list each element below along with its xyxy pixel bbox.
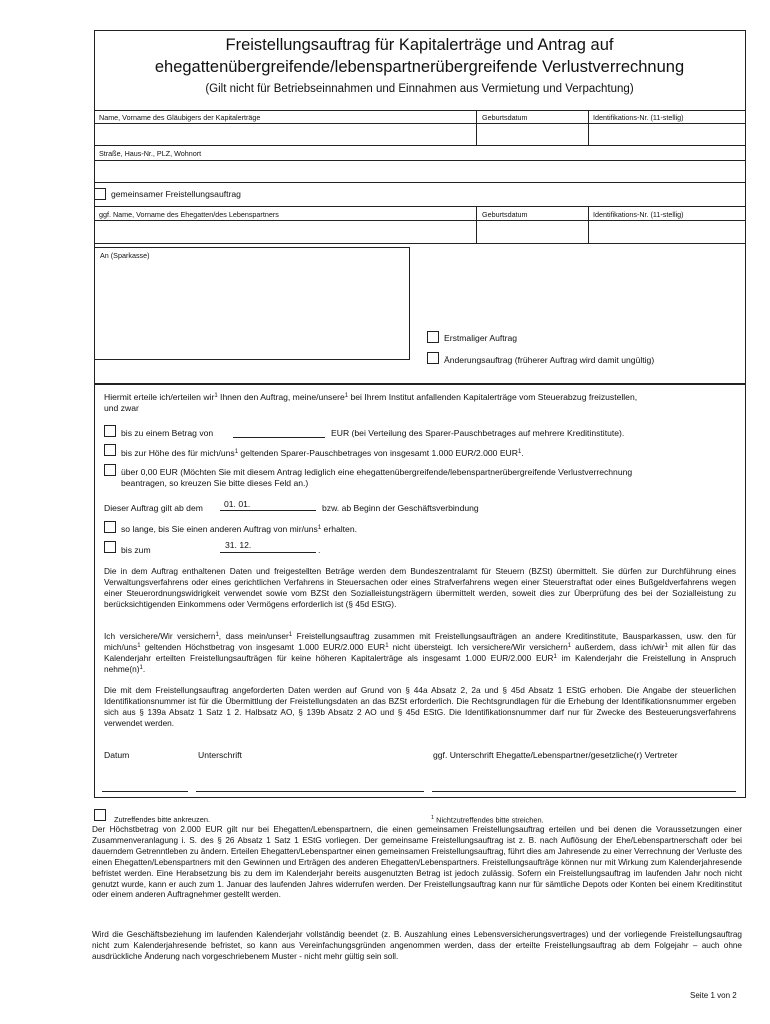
recipient-box[interactable] xyxy=(94,247,410,360)
spouse-name-label: ggf. Name, Vorname des Ehegatten/des Lebenspartners xyxy=(99,210,279,219)
first-order-label: Erstmaliger Auftrag xyxy=(444,333,518,343)
valid-from-line xyxy=(220,510,316,511)
address-field[interactable] xyxy=(95,161,745,181)
info-paragraph-3: Die mit dem Freistellungsauftrag angeforderten Daten werden auf Grund von § 44a Absatz 2, 2a und § 45d Absatz 1 EStG erhoben. Die Angabe der steuerlichen Identifikationsnummer ist für die Übermittlung der Freistellungsdaten an das BZSt erforderlich. Die Rechtsgrundlagen für die Erhebung der Identifikationsnummer ergeben sich aus § 139a Absatz 1 Satz 1 2. Halbsatz AO, § 139b Absatz 2 AO und § 45d EStG. Die Identifikationsnummer darf nur für Zwecke des Besteuerungsverfahrens verwendet werden. xyxy=(104,685,736,729)
creditor-name-label: Name, Vorname des Gläubigers der Kapitalerträge xyxy=(99,113,261,122)
other-signature-line[interactable] xyxy=(432,791,736,792)
date-label: Datum xyxy=(104,750,130,760)
spouse-birth-label: Geburtsdatum xyxy=(482,210,528,219)
form-title-line2: ehegattenübergreifende/lebenspartnerübergreifende Verlustverrechnung xyxy=(154,58,685,76)
order-intro: Hiermit erteile ich/erteilen wir$^1$ Ihnen den Auftrag, meine/unsere$^1$ bei Ihrem Institut anfallenden Kapitalerträge vom Steuerabzug freizustellen, und zwar xyxy=(104,392,638,414)
spouse-birth-field[interactable] xyxy=(477,221,587,242)
amount-option-label: bis zu einem Betrag von xyxy=(121,428,214,438)
amount-option-checkbox[interactable] xyxy=(104,425,116,437)
valid-from-suffix: bzw. ab Beginn der Geschäftsverbindung xyxy=(322,503,479,513)
divider xyxy=(94,243,746,244)
until-date-dot: . xyxy=(318,545,321,555)
until-date-checkbox[interactable] xyxy=(104,541,116,553)
change-order-checkbox[interactable] xyxy=(427,352,439,364)
until-revoked-checkbox[interactable] xyxy=(104,521,116,533)
amount-option-suffix: EUR (bei Verteilung des Sparer-Pauschbetrages auf mehrere Kreditinstitute). xyxy=(331,428,625,438)
form-title-line1: Freistellungsauftrag für Kapitalerträge und Antrag auf xyxy=(225,36,614,54)
joint-order-checkbox[interactable] xyxy=(94,188,106,200)
divider xyxy=(94,110,746,111)
valid-from-label: Dieser Auftrag gilt ab dem xyxy=(104,503,203,513)
zero-amount-label: über 0,00 EUR (Möchten Sie mit diesem Antrag lediglich eine ehegattenübergreifende/lebenspartnerübergreifende Verlustverrechnung beantragen, so kreuzen Sie bitte dieses Feld an.) xyxy=(121,467,633,489)
info-paragraph-2: Ich versichere/Wir versichern$^1$, dass mein/unser$^1$ Freistellungsauftrag zusammen mit Freistellungsaufträgen an andere Kreditinstitute, Bausparkassen, usw. den für mich/uns$^1$ geltenden Höchstbetrag von insgesamt 1.000 EUR/2.000 EUR$^1$ nicht übersteigt. Ich versichere/Wir versichern$^1$ außerdem, dass ich/wir$^1$ mit allen für das Kalenderjahr erteilten Freistellungsaufträgen für keine höheren Kapitalerträge als insgesamt 1.000 EUR/2.000 EUR$^1$ im Kalenderjahr die Freistellung in Anspruch $nehme(n)^1$. xyxy=(104,631,737,675)
info-paragraph-1: Die in dem Auftrag enthaltenen Daten und freigestellten Beträge werden dem Bundeszentralamt für Steuern (BZSt) übermittelt. Sie dürfen zur Durchführung eines Verwaltungsverfahrens oder eines gerichtlichen Verfahrens in Steuersachen oder eines Strafverfahrens wegen einer Steuerstraftat oder eines Bußgeldverfahrens wegen einer Steuerordnungswidrigkeit verwendet sowie vom BZSt den Sozialleistungsträgern übermittelt werden, soweit dies zur Überprüfung des bei der Sozialleistung zu berücksichtigenden Einkommens oder Vermögens erforderlich ist (§ 45d EStG). xyxy=(104,566,736,610)
signature-label: Unterschrift xyxy=(198,750,242,760)
footnote-paragraph-2: Wird die Geschäftsbeziehung im laufenden Kalenderjahr vollständig beendet (z. B. Auszahlung eines Lebensversicherungsvertrages) und der vorliegende Freistellungsauftrag nicht zum Kalenderjahresende befristet, so kann aus Vereinfachungsgründen angenommen werden, dass der erteilte Freistellungsauftrag ab dem Folgejahr – auch ohne ausdrückliche Änderung nach vorgeschriebenem Muster - nicht mehr gültig sein soll. xyxy=(92,930,742,961)
full-allowance-label: bis zur Höhe des für mich/uns$^1$ geltenden Sparer-Pauschbetrages von insgesamt 1.000 EUR/2.000 EUR$^1$. xyxy=(121,448,524,458)
address-label: Straße, Haus-Nr., PLZ, Wohnort xyxy=(99,149,202,158)
other-signature-label: ggf. Unterschrift Ehegatte/Lebenspartner/gesetzliche(r) Vertreter xyxy=(433,750,678,760)
until-date-label: bis zum xyxy=(121,545,151,555)
valid-from-value[interactable]: 01. 01. xyxy=(224,499,251,509)
until-date-value[interactable]: 31. 12. xyxy=(225,540,252,550)
amount-input-line[interactable] xyxy=(233,437,325,438)
tick-legend-label: Zutreffendes bitte ankreuzen. xyxy=(114,815,211,824)
until-date-line xyxy=(220,552,316,553)
spouse-name-field[interactable] xyxy=(95,221,475,242)
first-order-checkbox[interactable] xyxy=(427,331,439,343)
page-number: Seite 1 von 2 xyxy=(690,991,737,1000)
divider xyxy=(94,145,746,146)
full-allowance-checkbox[interactable] xyxy=(104,444,116,456)
joint-order-label: gemeinsamer Freistellungsauftrag xyxy=(111,189,241,199)
zero-amount-checkbox[interactable] xyxy=(104,464,116,476)
creditor-id-field[interactable] xyxy=(589,124,745,144)
footnote-paragraph-1: Der Höchstbetrag von 2.000 EUR gilt nur bei Ehegatten/Lebenspartnern, die einen gemeinsamen Freistellungsauftrag erteilen und bei denen die Voraussetzungen einer Zusammenveranlagung i. S. des § 26 Absatz 1 Satz 1 EStG vorliegen. Der gemeinsame Freistellungsauftrag ist z. B. nach Auflösung der Ehe/Lebenspartnerschaft oder bei dauerndem Getrenntleben zu ändern. Erteilen Ehegatten/Lebenspartner einen gemeinsamen Freistellungsauftrag, führt dies am Jahresende zu einer Verrechnung der Verluste des einen Ehegatten/Lebenspartners mit den Gewinnen und Erträgen des anderen Ehegatten/Lebenspartners. Freistellungsaufträge können nur mit Wirkung zum Kalenderjahresende befristet werden. Eine Herabsetzung bis zu dem im Kalenderjahr bereits ausgenutzten Betrag ist jedoch zulässig. Sofern ein Freistellungsauftrag im laufenden Jahr noch nicht genutzt wurde, kann er auch zum 1. Januar des laufenden Jahres widerrufen werden. Der Freistellungsauftrag kann nur für sämtliche Depots oder Konten bei einem Kreditinstitut oder einem anderen Auftragnehmer gestellt werden. xyxy=(92,825,742,900)
creditor-id-label: Identifikations-Nr. (11-stellig) xyxy=(593,113,684,122)
creditor-name-field[interactable] xyxy=(95,124,475,144)
strike-legend-label: $^1$ Nichtzutreffendes bitte streichen. xyxy=(431,815,544,825)
tick-legend-checkbox xyxy=(94,809,106,821)
date-signature-line[interactable] xyxy=(102,791,188,792)
form-subtitle: (Gilt nicht für Betriebseinnahmen und Einnahmen aus Vermietung und Verpachtung) xyxy=(205,83,634,95)
until-revoked-label: so lange, bis Sie einen anderen Auftrag von mir/uns$^1$ erhalten. xyxy=(121,524,358,534)
change-order-label: Änderungsauftrag (früherer Auftrag wird damit ungültig) xyxy=(444,355,655,365)
creditor-birth-label: Geburtsdatum xyxy=(482,113,528,122)
divider xyxy=(94,206,746,207)
recipient-label: An (Sparkasse) xyxy=(100,251,150,260)
spouse-id-field[interactable] xyxy=(589,221,745,242)
creditor-birth-field[interactable] xyxy=(477,124,587,144)
spouse-id-label: Identifikations-Nr. (11-stellig) xyxy=(593,210,684,219)
divider xyxy=(94,182,746,183)
signature-line[interactable] xyxy=(196,791,424,792)
